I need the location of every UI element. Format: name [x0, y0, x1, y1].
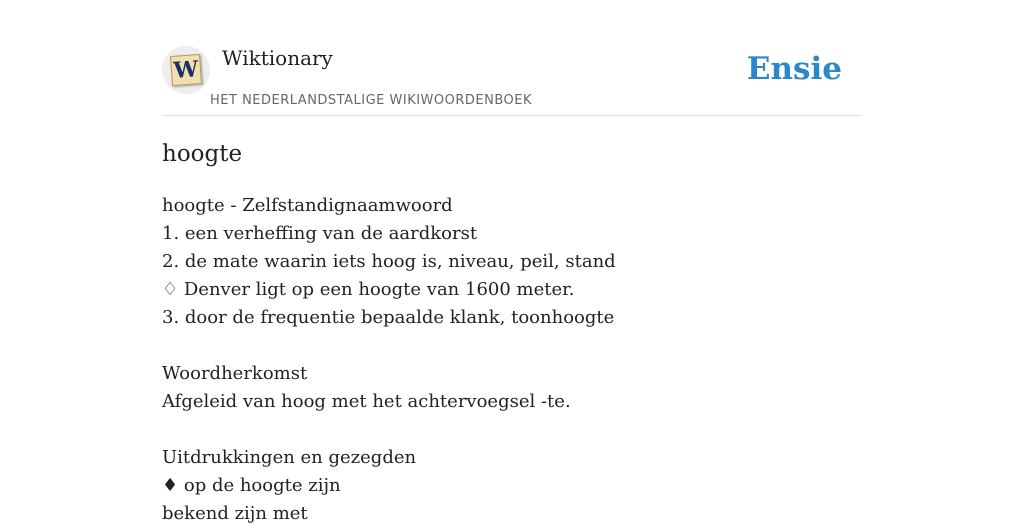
site-tagline: HET NEDERLANDSTALIGE WIKIWOORDENBOEK — [210, 93, 533, 108]
example-sentence: ♢ Denver ligt op een hoogte van 1600 meter. — [162, 279, 575, 300]
spacer — [162, 416, 862, 444]
definition-item: 3. door de frequentie bepaalde klank, toonhoogte — [162, 307, 615, 328]
entry-content — [162, 192, 862, 528]
site-name[interactable]: Wiktionary — [222, 46, 333, 70]
spacer — [162, 332, 862, 360]
wiktionary-logo[interactable] — [162, 46, 210, 94]
site-header — [162, 40, 862, 116]
expression-meaning: bekend zijn met — [162, 503, 308, 524]
logo-letter: W — [172, 56, 200, 84]
definition-item: 1. een verheffing van de aardkorst — [162, 223, 478, 244]
ensie-brand-link[interactable]: Ensie — [746, 51, 842, 87]
entry-heading: hoogte - Zelfstandignaamwoord — [162, 195, 453, 216]
logo-tile — [170, 54, 202, 86]
etymology-text: Afgeleid van hoog met het achtervoegsel -te. — [162, 391, 571, 412]
etymology-heading: Woordherkomst — [162, 363, 308, 384]
page-title: hoogte — [162, 141, 243, 167]
expression-item: ♦ op de hoogte zijn — [162, 475, 341, 496]
definition-item: 2. de mate waarin iets hoog is, niveau, peil, stand — [162, 251, 616, 272]
expressions-heading: Uitdrukkingen en gezegden — [162, 447, 417, 468]
